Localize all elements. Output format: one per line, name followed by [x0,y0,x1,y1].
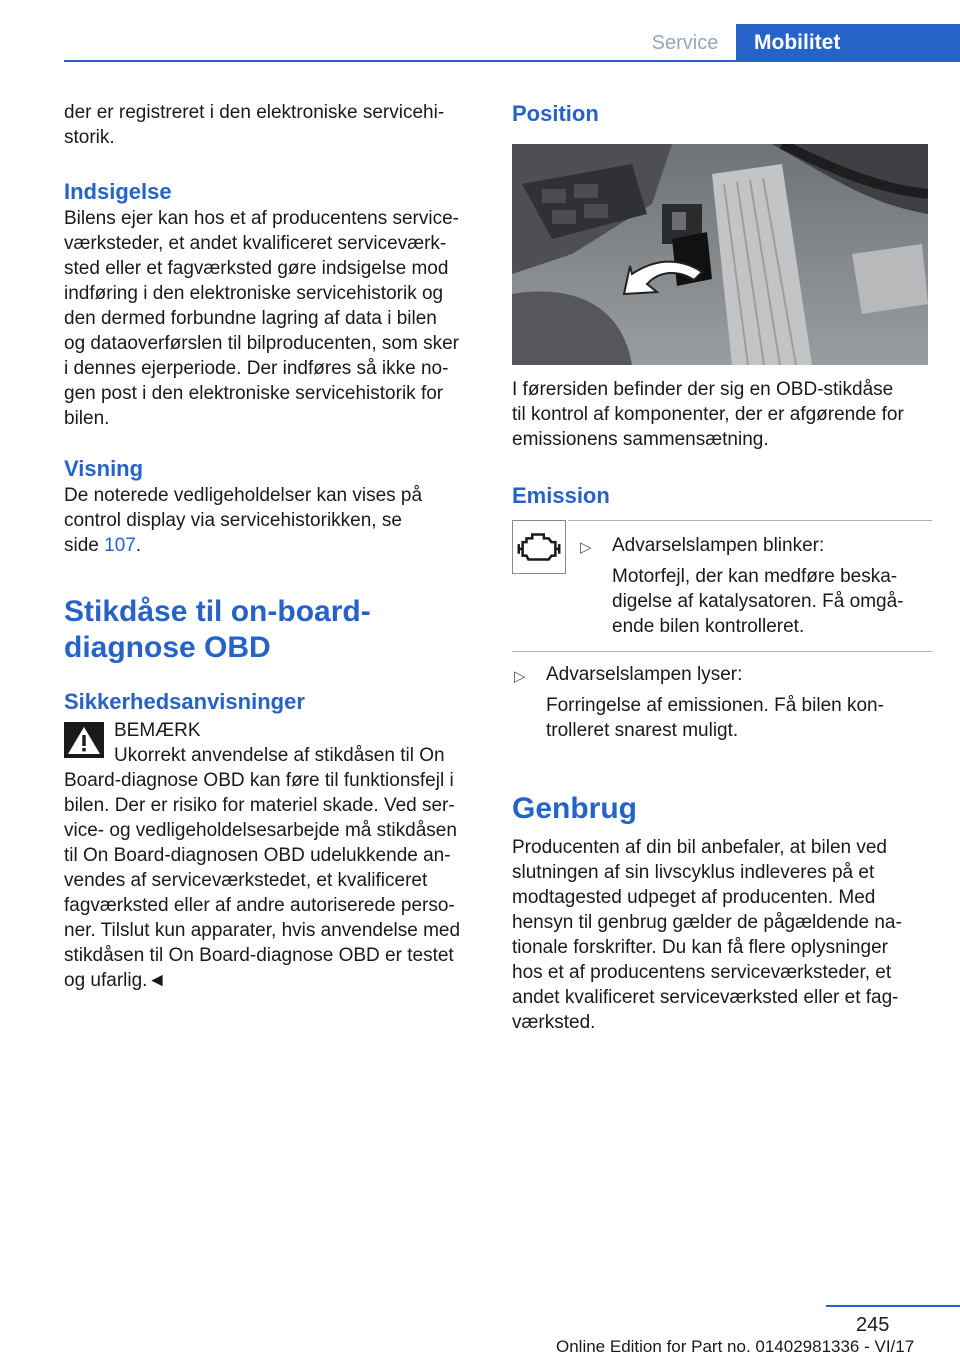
heading-visning: Visning [64,456,144,481]
item-title: Advarselslampen lyser: [546,664,743,685]
visning-end: . [135,535,142,556]
heading-emission: Emission [512,483,610,508]
warning-body: Board-diagnose OBD kan føre til funktionsfejl i bilen. Der er risiko for materiel skade. Ved ser- vice- og vedligeholdelsesarbejde må stikdåsen til On Board-diagnosen OBD udelukkende an- vendes af serviceværkstedet, et kvalificeret fagværksted eller af andre autoriserede perso- ner. Tilslut kun apparater, hvis anvendelse med stikdåsen til On Board-diagnose OBD er testet og ufarlig. [64,770,461,991]
item-text: Motorfejl, der kan medføre beska- digelse af katalysatoren. Få omgå- ende bilen kontrolleret. [612,566,904,637]
end-mark: ◄ [147,970,167,991]
tab-mobilitet[interactable]: Mobilitet [736,24,960,62]
text-visning [64,483,482,558]
heading-indsigelse: Indsigelse [64,179,172,204]
intro-text: der er registreret i den elektroniske servicehi- storik. [64,102,445,148]
footer-rule [826,1305,960,1307]
item-title: Advarselslampen blinker: [612,535,825,556]
warning-triangle-icon [64,722,104,758]
warning-title: BEMÆRK [114,720,201,741]
left-column [64,100,482,993]
tab-service[interactable]: Service [651,32,719,54]
warning-text [64,768,482,993]
warning-first-line: Ukorrekt anvendelse af stikdåsen til On [114,745,445,766]
obd-location-photo [512,144,928,365]
text-position: I førersiden befinder der sig en OBD-stikdåse til kontrol af komponenter, der er afgørende for emissionens sammensætning. [512,379,904,450]
visning-body: De noterede vedligeholdelser kan vises på control display via servicehistorikken, se side [64,485,423,556]
emission-list [512,520,932,755]
text-genbrug: Producenten af din bil anbefaler, at bilen ved slutningen af sin livscyklus indleveres på et modtagested udpeget af producenten. Med hensyn til genbrug gælder de pågældende na- tionale forskrifter. Du kan få flere oplysninger hos et af producentens serviceværksteder, et andet kvalificeret serviceværksted eller et fag- værksted. [512,837,902,1033]
page-link-107[interactable]: 107 [104,535,136,556]
bullet-icon: ▷ [580,539,592,556]
heading-genbrug: Genbrug [512,792,637,825]
bullet-icon: ▷ [514,668,526,685]
heading-sikkerhed: Sikkerhedsanvisninger [64,689,305,714]
right-column [512,100,932,1035]
list-item [512,652,932,755]
heading-stikdase: Stikdåse til on-board- diagnose OBD [64,595,371,664]
warning-notice [64,718,482,993]
list-item [512,521,932,651]
item-text: Forringelse af emissionen. Få bilen kon- trolleret snarest muligt. [546,695,884,741]
edition-note: Online Edition for Part no. 01402981336 - VI/17 [556,1337,915,1356]
text-indsigelse: Bilens ejer kan hos et af producentens service- værksteder, et andet kvalificeret serviceværk- sted eller et fagværksted gøre indsigelse mod indføring i den elektroniske servicehistorik og den dermed forbundne lagring af data i bilen og dataoverførslen til bilproducenten, som sker i dennes ejerperiode. Der indføres så ikke no- gen post i den elektroniske servicehistorik for bilen. [64,208,459,429]
page-number: 245 [856,1314,890,1336]
heading-position: Position [512,101,599,126]
